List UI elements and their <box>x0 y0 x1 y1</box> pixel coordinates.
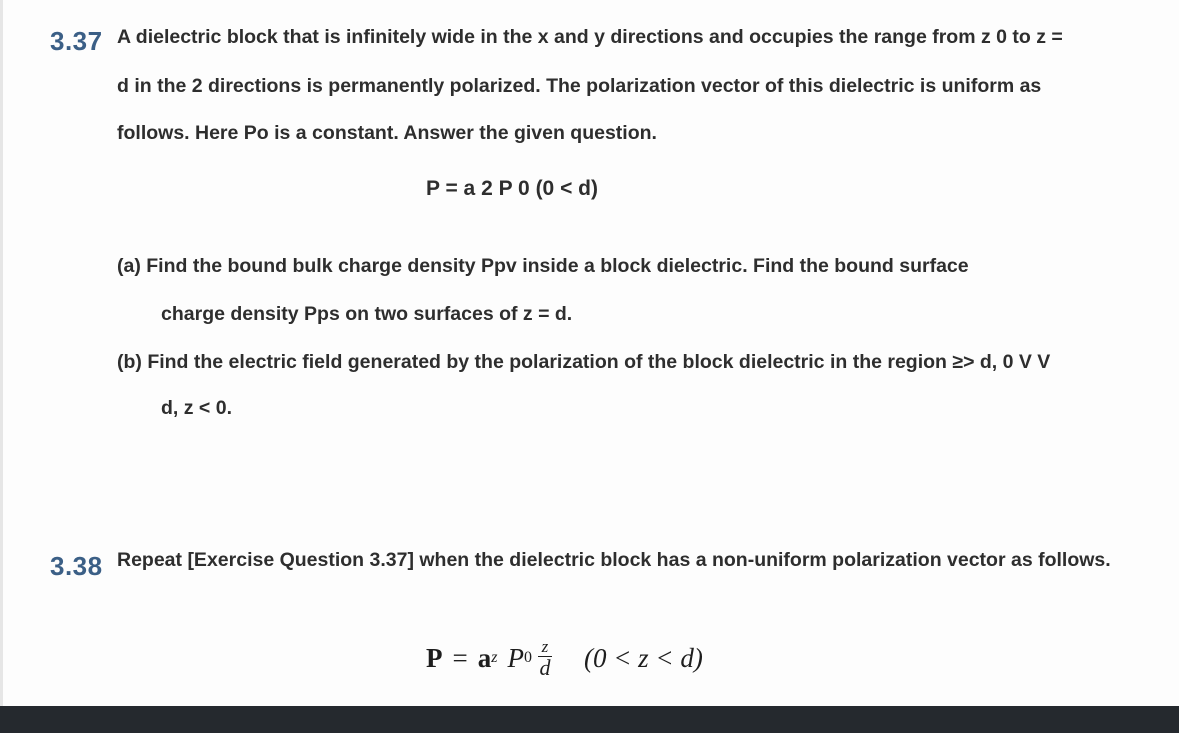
eq-unit-vector-sub: z <box>491 649 498 666</box>
q337-equation: P = a 2 P 0 (0 < d) <box>426 177 598 200</box>
page-left-border <box>0 0 3 706</box>
eq-fraction-numerator: z <box>541 636 549 656</box>
q337-text-line-3: follows. Here Po is a constant. Answer the given question. <box>117 122 657 144</box>
q337-part-a-line-2: charge density Pps on two surfaces of z = d. <box>161 303 573 325</box>
bottom-bar <box>0 706 1179 733</box>
q338-text: Repeat [Exercise Question 3.37] when the dielectric block has a non-uniform polarization vector as follows. <box>117 549 1111 571</box>
q337-part-b-line-1: (b) Find the electric field generated by the polarization of the block dielectric in the region ≥> d, 0 V V <box>117 351 1051 373</box>
q337-text-line-2: d in the 2 directions is permanently polarized. The polarization vector of this dielectric is uniform as <box>117 75 1042 97</box>
q337-part-b-line-2: d, z < 0. <box>161 397 232 419</box>
q337-text-line-1: A dielectric block that is infinitely wide in the x and y directions and occupies the range from z 0 to z = <box>117 26 1063 48</box>
q338-equation <box>426 630 703 686</box>
eq-coef-sub: 0 <box>523 649 532 666</box>
eq-equals: = <box>452 642 468 673</box>
eq-unit-vector: a <box>477 642 492 673</box>
question-number-3-38: 3.38 <box>50 551 103 581</box>
question-number-3-37: 3.37 <box>50 26 103 56</box>
eq-coef: P <box>507 642 524 673</box>
eq-condition: (0 < z < d) <box>583 642 703 673</box>
eq-fraction <box>538 638 552 679</box>
eq-lhs: P <box>426 642 443 673</box>
q337-part-a-line-1: (a) Find the bound bulk charge density Ppv inside a block dielectric. Find the bound surface <box>117 255 969 277</box>
eq-fraction-denominator: d <box>539 654 551 680</box>
